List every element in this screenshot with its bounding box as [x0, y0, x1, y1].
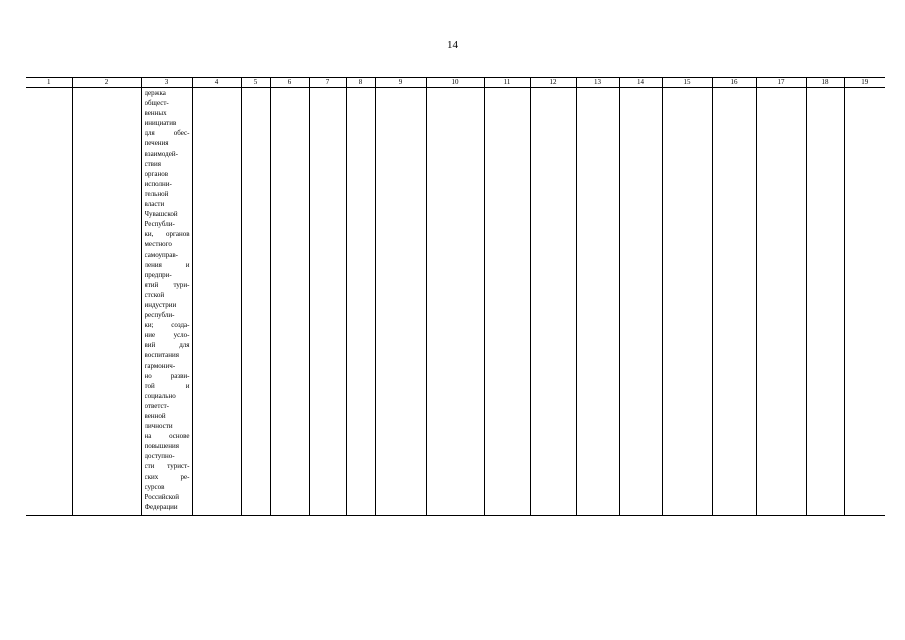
table-cell — [270, 88, 309, 516]
col3-line: органов — [144, 169, 169, 178]
table-cell — [619, 88, 662, 516]
column-header: 14 — [619, 78, 662, 88]
col3-line: ки; созда- — [144, 321, 190, 330]
col3-line: Российской — [144, 492, 179, 501]
col3-line: взаимодей- — [144, 149, 178, 158]
table-cell — [426, 88, 484, 516]
col3-line: вий для — [144, 341, 190, 350]
table-cell — [662, 88, 712, 516]
column-header: 10 — [426, 78, 484, 88]
col3-line: индустрии — [144, 300, 177, 309]
column-header: 4 — [192, 78, 241, 88]
col3-line: гармонич- — [144, 361, 176, 370]
col3-line: Республи- — [144, 220, 175, 229]
col3-line: ствия — [144, 159, 161, 168]
col3-line: общест- — [144, 99, 169, 108]
table-cell — [806, 88, 844, 516]
table-cell — [756, 88, 806, 516]
table-cell — [375, 88, 426, 516]
col3-line: социально — [144, 391, 176, 400]
table-cell — [241, 88, 270, 516]
page-number: 14 — [447, 39, 458, 51]
table-cell — [192, 88, 241, 516]
col3-line: Федерации — [144, 502, 178, 511]
column-header: 13 — [576, 78, 619, 88]
data-table — [26, 77, 885, 516]
col3-line: предпри- — [144, 270, 172, 279]
col3-line: ятий тури- — [144, 280, 190, 289]
table-cell — [712, 88, 756, 516]
table-cell — [72, 88, 141, 516]
col3-line: ки, органов — [144, 230, 190, 239]
col3-line: власти — [144, 200, 165, 209]
col3-line: но разви- — [144, 371, 190, 380]
col3-line: венных — [144, 109, 167, 118]
table-cell — [309, 88, 346, 516]
table-cell-col3 — [141, 88, 192, 516]
col3-line: воспитания — [144, 351, 179, 360]
col3-line: сти турист- — [144, 462, 190, 471]
col3-line: печения — [144, 139, 169, 148]
col3-line: инициатив — [144, 119, 177, 128]
table-cell — [844, 88, 885, 516]
col3-line: для обес- — [144, 129, 190, 138]
col3-line: исполни- — [144, 179, 172, 188]
table-cell — [530, 88, 576, 516]
table-cell — [346, 88, 375, 516]
table-cell — [484, 88, 530, 516]
col3-line: ления и — [144, 260, 190, 269]
column-header: 1 — [26, 78, 72, 88]
col3-line: повышения — [144, 442, 179, 451]
col3-text-block — [142, 88, 192, 512]
col3-line: ответст- — [144, 401, 169, 410]
col3-line: ние усло- — [144, 331, 190, 340]
col3-line: ских ре- — [144, 472, 190, 481]
col3-line: местного — [144, 240, 172, 249]
table-cell — [26, 88, 72, 516]
column-header: 11 — [484, 78, 530, 88]
column-header: 19 — [844, 78, 885, 88]
col3-line: доступно- — [144, 452, 175, 461]
column-header: 6 — [270, 78, 309, 88]
column-header: 9 — [375, 78, 426, 88]
column-header: 7 — [309, 78, 346, 88]
column-header: 12 — [530, 78, 576, 88]
column-header: 15 — [662, 78, 712, 88]
col3-line: республи- — [144, 311, 175, 320]
col3-line: тельной — [144, 189, 169, 198]
col3-line: самоуправ- — [144, 250, 178, 259]
table-row — [26, 88, 885, 516]
col3-line: венной — [144, 412, 166, 420]
column-header: 2 — [72, 78, 141, 88]
col3-line: стской — [144, 290, 165, 299]
column-header: 3 — [141, 78, 192, 88]
col3-line: сурсов — [144, 482, 165, 491]
col3-line: на основе — [144, 432, 190, 441]
column-header: 8 — [346, 78, 375, 88]
col3-line: той и — [144, 381, 190, 390]
col3-line: держка — [144, 89, 166, 97]
column-header: 5 — [241, 78, 270, 88]
header-row — [26, 78, 885, 88]
col3-line: Чувашской — [144, 210, 178, 219]
table-cell — [576, 88, 619, 516]
col3-line: личности — [144, 422, 173, 431]
column-header: 18 — [806, 78, 844, 88]
column-header: 16 — [712, 78, 756, 88]
column-header: 17 — [756, 78, 806, 88]
